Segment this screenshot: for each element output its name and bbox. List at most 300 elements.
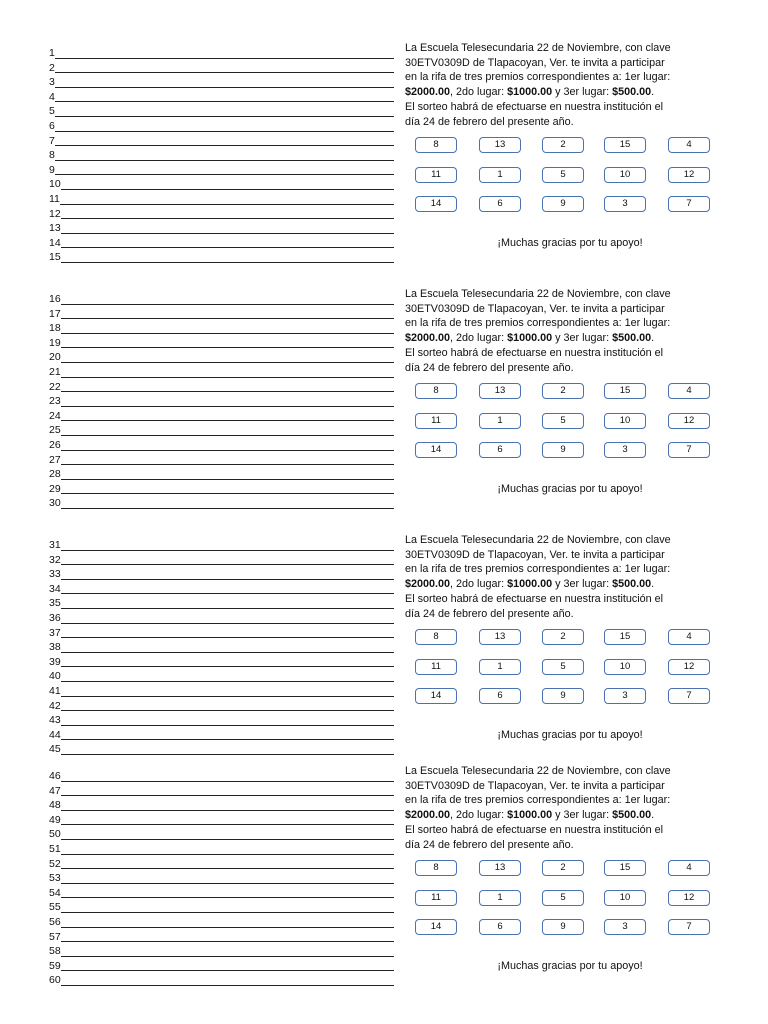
- intro-line-2: 30ETV0309D de Tlapacoyan, Ver. te invita a participar: [405, 56, 665, 69]
- raffle-section: [0, 534, 768, 778]
- name-blank-line: [55, 135, 394, 146]
- line-number: 27: [49, 453, 61, 466]
- participant-line: [49, 900, 394, 915]
- line-number: 57: [49, 930, 61, 943]
- participant-line: [49, 467, 394, 482]
- ticket-number-box: 5: [542, 413, 584, 429]
- name-blank-line: [61, 425, 394, 436]
- third-prize-label: y 3er lugar:: [552, 332, 613, 345]
- line-number: 48: [49, 799, 61, 812]
- participant-line: [49, 496, 394, 511]
- name-blank-line: [61, 498, 394, 509]
- name-blank-line: [61, 367, 394, 378]
- draw-line-1: El sorteo habrá de efectuarse en nuestra institución el: [405, 592, 664, 605]
- raffle-section: [0, 288, 768, 532]
- prizes-line: [405, 85, 723, 100]
- line-number: 54: [49, 886, 61, 899]
- line-number: 49: [49, 813, 61, 826]
- prizes-line: [405, 331, 723, 346]
- line-number: 36: [49, 611, 61, 624]
- prizes-period: .: [651, 86, 655, 99]
- participant-line: [49, 423, 394, 438]
- participant-line: [49, 134, 394, 149]
- name-blank-line: [61, 554, 394, 565]
- line-number: 59: [49, 959, 61, 972]
- ticket-number-box: 9: [542, 196, 584, 212]
- ticket-number-box: 12: [668, 413, 710, 429]
- line-number: 50: [49, 828, 61, 841]
- ticket-number-box: 12: [668, 659, 710, 675]
- name-blank-line: [61, 469, 394, 480]
- name-blank-line: [61, 975, 394, 986]
- participant-line: [49, 857, 394, 872]
- line-number: 21: [49, 365, 61, 378]
- ticket-number-box: 5: [542, 890, 584, 906]
- intro-line-3: en la rifa de tres premios correspondientes a: 1er lugar:: [405, 317, 671, 330]
- participant-line: [49, 207, 394, 222]
- participant-line: [49, 394, 394, 409]
- second-prize: $1000.00: [507, 809, 553, 822]
- name-blank-line: [61, 858, 394, 869]
- ticket-number-box: 3: [604, 442, 646, 458]
- line-number: 30: [49, 497, 61, 510]
- ticket-number-box: 2: [542, 860, 584, 876]
- ticket-number-box: 8: [415, 629, 457, 645]
- name-blank-line: [61, 540, 394, 551]
- line-number: 60: [49, 974, 61, 987]
- prizes-line: [405, 577, 723, 592]
- ticket-number-box: 9: [542, 688, 584, 704]
- participant-line: [49, 567, 394, 582]
- name-blank-line: [55, 150, 394, 161]
- intro-line-3: en la rifa de tres premios correspondientes a: 1er lugar:: [405, 794, 671, 807]
- name-blank-line: [61, 223, 394, 234]
- participant-line: [49, 813, 394, 828]
- participant-line: [49, 538, 394, 553]
- ticket-number-box: 10: [604, 413, 646, 429]
- participant-line: [49, 944, 394, 959]
- participant-line: [49, 842, 394, 857]
- participant-line: [49, 321, 394, 336]
- participant-line: [49, 611, 394, 626]
- participant-line: [49, 75, 394, 90]
- ticket-number-box: 7: [668, 919, 710, 935]
- ticket-number-box: 1: [479, 659, 521, 675]
- prizes-period: .: [651, 332, 655, 345]
- participant-line: [49, 959, 394, 974]
- name-blank-line: [61, 715, 394, 726]
- name-blank-line: [61, 829, 394, 840]
- name-blank-line: [61, 308, 394, 319]
- name-blank-line: [61, 814, 394, 825]
- line-number: 9: [49, 163, 55, 176]
- participant-line: [49, 827, 394, 842]
- third-prize: $500.00: [612, 809, 652, 822]
- line-number: 22: [49, 380, 61, 393]
- name-blank-line: [61, 800, 394, 811]
- ticket-number-box: 15: [604, 137, 646, 153]
- participant-line: [49, 713, 394, 728]
- line-number: 8: [49, 149, 55, 162]
- raffle-section: [0, 42, 768, 286]
- intro-line: La Escuela Telesecundaria 22 de Noviembre, con clave: [405, 765, 671, 777]
- ticket-number-box: 6: [479, 196, 521, 212]
- participant-list: [49, 292, 394, 511]
- first-prize: $2000.00: [405, 332, 451, 345]
- name-blank-line: [61, 729, 394, 740]
- participant-line: [49, 380, 394, 395]
- second-prize-label: , 2do lugar:: [450, 86, 508, 99]
- participant-line: [49, 769, 394, 784]
- line-number: 10: [49, 178, 61, 191]
- line-number: 45: [49, 743, 61, 756]
- name-blank-line: [61, 208, 394, 219]
- ticket-number-box: 1: [479, 890, 521, 906]
- participant-line: [49, 221, 394, 236]
- name-blank-line: [55, 91, 394, 102]
- ticket-number-box: 3: [604, 919, 646, 935]
- third-prize: $500.00: [612, 578, 652, 591]
- participant-line: [49, 973, 394, 988]
- line-number: 6: [49, 119, 55, 132]
- participant-line: [49, 626, 394, 641]
- raffle-info: [405, 533, 723, 741]
- draw-line-2: día 24 de febrero del presente año.: [405, 607, 574, 620]
- intro-line-3: en la rifa de tres premios correspondientes a: 1er lugar:: [405, 71, 671, 84]
- ticket-number-box: 11: [415, 413, 457, 429]
- line-number: 39: [49, 655, 61, 668]
- name-blank-line: [61, 873, 394, 884]
- line-number: 1: [49, 47, 55, 59]
- second-prize-label: , 2do lugar:: [450, 809, 508, 822]
- intro-line-2: 30ETV0309D de Tlapacoyan, Ver. te invita a participar: [405, 548, 665, 561]
- participant-line: [49, 250, 394, 265]
- participant-line: [49, 655, 394, 670]
- ticket-number-box: 4: [668, 383, 710, 399]
- ticket-number-box: 10: [604, 890, 646, 906]
- name-blank-line: [61, 337, 394, 348]
- second-prize: $1000.00: [507, 578, 553, 591]
- name-blank-line: [61, 454, 394, 465]
- ticket-number-box: 3: [604, 196, 646, 212]
- ticket-number-box: 12: [668, 167, 710, 183]
- line-number: 18: [49, 322, 61, 335]
- draw-line-2: día 24 de febrero del presente año.: [405, 838, 574, 851]
- line-number: 29: [49, 482, 61, 495]
- participant-line: [49, 365, 394, 380]
- participant-line: [49, 119, 394, 134]
- line-number: 42: [49, 699, 61, 712]
- raffle-info: [405, 41, 723, 249]
- participant-line: [49, 236, 394, 251]
- second-prize-label: , 2do lugar:: [450, 578, 508, 591]
- ticket-number-box: 13: [479, 137, 521, 153]
- name-blank-line: [61, 237, 394, 248]
- first-prize: $2000.00: [405, 86, 451, 99]
- participant-line: [49, 177, 394, 192]
- participant-line: [49, 90, 394, 105]
- ticket-number-box: 14: [415, 442, 457, 458]
- participant-line: [49, 336, 394, 351]
- draw-line-2: día 24 de febrero del presente año.: [405, 361, 574, 374]
- ticket-number-box: 8: [415, 383, 457, 399]
- line-number: 44: [49, 728, 61, 741]
- name-blank-line: [61, 352, 394, 363]
- thanks-message: ¡Muchas gracias por tu apoyo!: [497, 237, 643, 249]
- announcement-text: [405, 287, 723, 375]
- participant-line: [49, 886, 394, 901]
- participant-line: [49, 784, 394, 799]
- name-blank-line: [61, 483, 394, 494]
- line-number: 47: [49, 784, 61, 797]
- name-blank-line: [61, 440, 394, 451]
- ticket-grid: [405, 860, 723, 950]
- ticket-number-box: 13: [479, 860, 521, 876]
- name-blank-line: [61, 323, 394, 334]
- ticket-number-box: 8: [415, 137, 457, 153]
- line-number: 7: [49, 134, 55, 147]
- draw-line-2: día 24 de febrero del presente año.: [405, 115, 574, 128]
- ticket-number-box: 2: [542, 629, 584, 645]
- prizes-line: [405, 808, 723, 823]
- line-number: 3: [49, 76, 55, 89]
- intro-line: La Escuela Telesecundaria 22 de Noviembre, con clave: [405, 534, 671, 546]
- line-number: 53: [49, 872, 61, 885]
- participant-list: [49, 538, 394, 757]
- third-prize-label: y 3er lugar:: [552, 578, 613, 591]
- line-number: 31: [49, 539, 61, 551]
- line-number: 14: [49, 236, 61, 249]
- name-blank-line: [61, 656, 394, 667]
- participant-line: [49, 453, 394, 468]
- name-blank-line: [61, 946, 394, 957]
- ticket-number-box: 13: [479, 383, 521, 399]
- intro-line-2: 30ETV0309D de Tlapacoyan, Ver. te invita a participar: [405, 302, 665, 315]
- line-number: 5: [49, 105, 55, 118]
- name-blank-line: [61, 917, 394, 928]
- name-blank-line: [55, 121, 394, 132]
- thanks-message: ¡Muchas gracias por tu apoyo!: [497, 960, 643, 972]
- line-number: 56: [49, 915, 61, 928]
- participant-line: [49, 684, 394, 699]
- ticket-number-box: 9: [542, 919, 584, 935]
- ticket-number-box: 15: [604, 860, 646, 876]
- line-number: 34: [49, 582, 61, 595]
- line-number: 40: [49, 670, 61, 683]
- participant-line: [49, 699, 394, 714]
- name-blank-line: [61, 771, 394, 782]
- participant-line: [49, 930, 394, 945]
- line-number: 43: [49, 714, 61, 727]
- line-number: 37: [49, 626, 61, 639]
- line-number: 35: [49, 597, 61, 610]
- name-blank-line: [61, 613, 394, 624]
- participant-line: [49, 482, 394, 497]
- intro-line: La Escuela Telesecundaria 22 de Noviembre, con clave: [405, 288, 671, 300]
- line-number: 17: [49, 307, 61, 320]
- name-blank-line: [61, 686, 394, 697]
- ticket-number-box: 15: [604, 629, 646, 645]
- ticket-number-box: 5: [542, 167, 584, 183]
- participant-line: [49, 871, 394, 886]
- line-number: 2: [49, 61, 55, 74]
- ticket-number-box: 1: [479, 413, 521, 429]
- name-blank-line: [61, 252, 394, 263]
- ticket-grid: [405, 629, 723, 719]
- participant-line: [49, 192, 394, 207]
- ticket-number-box: 14: [415, 196, 457, 212]
- participant-line: [49, 669, 394, 684]
- name-blank-line: [61, 396, 394, 407]
- name-blank-line: [55, 164, 394, 175]
- ticket-number-box: 4: [668, 629, 710, 645]
- line-number: 11: [49, 192, 60, 205]
- raffle-section: [0, 765, 768, 1009]
- second-prize-label: , 2do lugar:: [450, 332, 508, 345]
- line-number: 16: [49, 293, 61, 305]
- participant-line: [49, 46, 394, 61]
- line-number: 41: [49, 684, 61, 697]
- name-blank-line: [61, 902, 394, 913]
- participant-line: [49, 582, 394, 597]
- participant-line: [49, 148, 394, 163]
- ticket-number-box: 7: [668, 688, 710, 704]
- name-blank-line: [55, 62, 394, 73]
- line-number: 24: [49, 409, 61, 422]
- name-blank-line: [61, 844, 394, 855]
- line-number: 46: [49, 770, 61, 782]
- intro-line-3: en la rifa de tres premios correspondientes a: 1er lugar:: [405, 563, 671, 576]
- participant-line: [49, 798, 394, 813]
- name-blank-line: [61, 887, 394, 898]
- name-blank-line: [61, 179, 394, 190]
- line-number: 15: [49, 251, 61, 264]
- ticket-number-box: 7: [668, 196, 710, 212]
- line-number: 25: [49, 424, 61, 437]
- ticket-number-box: 14: [415, 919, 457, 935]
- thanks-message: ¡Muchas gracias por tu apoyo!: [497, 483, 643, 495]
- thanks-message: ¡Muchas gracias por tu apoyo!: [497, 729, 643, 741]
- participant-line: [49, 742, 394, 757]
- third-prize-label: y 3er lugar:: [552, 809, 613, 822]
- ticket-number-box: 12: [668, 890, 710, 906]
- participant-line: [49, 409, 394, 424]
- ticket-number-box: 6: [479, 442, 521, 458]
- first-prize: $2000.00: [405, 809, 451, 822]
- name-blank-line: [55, 48, 394, 59]
- participant-list: [49, 46, 394, 265]
- name-blank-line: [61, 785, 394, 796]
- announcement-text: [405, 533, 723, 621]
- name-blank-line: [61, 583, 394, 594]
- ticket-number-box: 15: [604, 383, 646, 399]
- participant-line: [49, 728, 394, 743]
- participant-line: [49, 915, 394, 930]
- third-prize: $500.00: [612, 332, 652, 345]
- name-blank-line: [61, 744, 394, 755]
- participant-line: [49, 438, 394, 453]
- name-blank-line: [61, 381, 394, 392]
- line-number: 51: [49, 842, 61, 855]
- ticket-number-box: 9: [542, 442, 584, 458]
- name-blank-line: [55, 77, 394, 88]
- name-blank-line: [55, 106, 394, 117]
- prizes-period: .: [651, 809, 655, 822]
- participant-line: [49, 307, 394, 322]
- name-blank-line: [61, 569, 394, 580]
- participant-line: [49, 596, 394, 611]
- ticket-number-box: 6: [479, 688, 521, 704]
- name-blank-line: [61, 642, 394, 653]
- line-number: 28: [49, 468, 61, 481]
- name-blank-line: [61, 410, 394, 421]
- participant-line: [49, 553, 394, 568]
- ticket-number-box: 10: [604, 167, 646, 183]
- intro-line-2: 30ETV0309D de Tlapacoyan, Ver. te invita a participar: [405, 779, 665, 792]
- name-blank-line: [61, 627, 394, 638]
- first-prize: $2000.00: [405, 578, 451, 591]
- participant-line: [49, 104, 394, 119]
- third-prize-label: y 3er lugar:: [552, 86, 613, 99]
- second-prize: $1000.00: [507, 86, 553, 99]
- announcement-text: [405, 764, 723, 852]
- line-number: 26: [49, 438, 61, 451]
- second-prize: $1000.00: [507, 332, 553, 345]
- name-blank-line: [61, 700, 394, 711]
- ticket-grid: [405, 383, 723, 473]
- line-number: 52: [49, 857, 61, 870]
- ticket-number-box: 3: [604, 688, 646, 704]
- draw-line-1: El sorteo habrá de efectuarse en nuestra institución el: [405, 346, 664, 359]
- ticket-number-box: 7: [668, 442, 710, 458]
- ticket-number-box: 2: [542, 137, 584, 153]
- line-number: 13: [49, 222, 61, 235]
- participant-line: [49, 640, 394, 655]
- raffle-info: [405, 287, 723, 495]
- ticket-number-box: 4: [668, 860, 710, 876]
- line-number: 58: [49, 945, 61, 958]
- line-number: 38: [49, 641, 61, 654]
- ticket-number-box: 10: [604, 659, 646, 675]
- ticket-number-box: 1: [479, 167, 521, 183]
- line-number: 55: [49, 901, 61, 914]
- ticket-number-box: 8: [415, 860, 457, 876]
- draw-line-1: El sorteo habrá de efectuarse en nuestra institución el: [405, 100, 664, 113]
- line-number: 4: [49, 90, 55, 103]
- participant-line: [49, 350, 394, 365]
- line-number: 19: [49, 336, 61, 349]
- participant-line: [49, 292, 394, 307]
- ticket-number-box: 14: [415, 688, 457, 704]
- name-blank-line: [61, 598, 394, 609]
- line-number: 12: [49, 207, 61, 220]
- prizes-period: .: [651, 578, 655, 591]
- line-number: 20: [49, 351, 61, 364]
- participant-line: [49, 61, 394, 76]
- ticket-number-box: 6: [479, 919, 521, 935]
- raffle-info: [405, 764, 723, 972]
- intro-line: La Escuela Telesecundaria 22 de Noviembre, con clave: [405, 42, 671, 54]
- name-blank-line: [61, 294, 394, 305]
- participant-list: [49, 769, 394, 988]
- name-blank-line: [61, 960, 394, 971]
- name-blank-line: [61, 671, 394, 682]
- ticket-number-box: 4: [668, 137, 710, 153]
- participant-line: [49, 163, 394, 178]
- line-number: 32: [49, 553, 61, 566]
- draw-line-1: El sorteo habrá de efectuarse en nuestra institución el: [405, 823, 664, 836]
- ticket-number-box: 11: [415, 659, 457, 675]
